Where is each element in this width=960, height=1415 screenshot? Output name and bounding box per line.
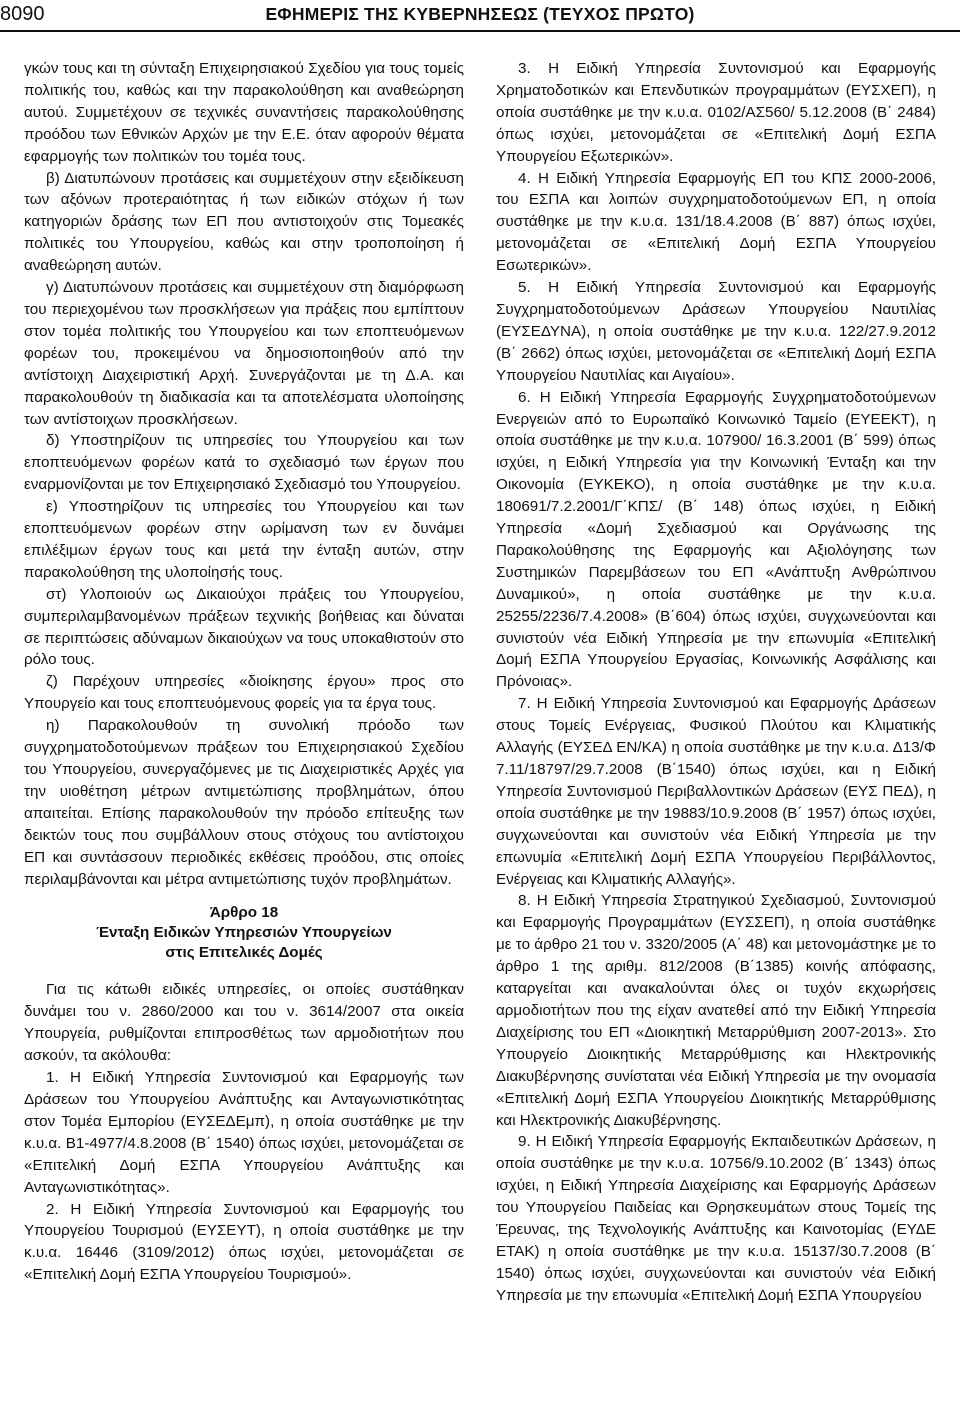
- paragraph-c: γ) Διατυπώνουν προτάσεις και συμμετέχουν στη διαμόρφωση του περιεχομένου των προσκλήσεων για πράξεις που εμπίπτουν στον τομέα πολιτικής του Υπουργείου και των εποπτευόμενων φορέων του, προκειμένου να δημοσιοποιηθούν από την αντίστοιχη Διαχειριστική Αρχή. Συνεργάζονται με τη Δ.Α. και παρακολουθούν τη διαδικασία και τα αποτελέσματα υλοποίησης των αντίστοιχων προσκλήσεων.: [24, 279, 464, 428]
- paragraph-item-7: 7. Η Ειδική Υπηρεσία Συντονισμού και Εφαρμογής Δράσεων στους Τομείς Ενέργειας, Φυσικού Πλούτου και Κλιματικής Αλλαγής (ΕΥΣΕΔ ΕΝ/ΚΑ) η οποία συστάθηκε με την κ.υ.α. Δ13/Φ 7.11/18797/29.7.2008 (Β΄1540) όπως ισχύει, και η Ειδική Υπηρεσία Συντονισμού Περιβαλλοντικών Δράσεων (ΕΥΣ ΠΕΔ), η οποία συστάθηκε με την 19883/10.9.2008 (Β΄ 1957) όπως ισχύει, συγχωνεύονται και συνιστούν νέα Ειδική Υπηρεσία με την επωνυμία «Επιτελική Δομή ΕΣΠΑ Υπουργείου Περιβάλλοντος, Ενέργειας και Κλιματικής Αλλαγής».: [496, 695, 936, 888]
- paragraph-d: δ) Υποστηρίζουν τις υπηρεσίες του Υπουργείου και των εποπτευόμενων φορέων κατά το σχεδιασμό των έργων που εναρμονίζονται με τον Επιχειρησιακό Σχεδιασμό του Υπουργείου.: [24, 432, 464, 494]
- paragraph-b: β) Διατυπώνουν προτάσεις και συμμετέχουν στην εξειδίκευση των αξόνων προτεραιότητας ή των ειδικών στόχων ή των κατηγοριών δράσης των ΕΠ που αντιστοιχούν στις Τομεακές πολιτικές του Υπουργείου, καθώς και στην τροποποίηση ή αναθεώρηση αυτών.: [24, 169, 464, 275]
- paragraph-intro: γκών τους και τη σύνταξη Επιχειρησιακού Σχεδίου για τους τομείς πολιτικής του, καθώς και την παρακολούθηση και αναθεώρηση αυτού. Συμμετέχουν σε τεχνικές συναντήσεις παρακολούθησης προόδου των Εθνικών Αρχών με την Ε.Ε. όταν αφορούν θέματα εφαρμογής των πολιτικών του τομέα τους.: [24, 60, 464, 165]
- paragraph-e: ε) Υποστηρίζουν τις υπηρεσίες του Υπουργείου και των εποπτευόμενων φορέων στην ωρίμανση των εν δυνάμει επιλέξιμων έργων τους και μετά την ένταξη αυτών, στην παρακολούθηση της υλοποίησής τους.: [24, 498, 464, 581]
- article-title-line-2: στις Επιτελικές Δομές: [165, 944, 323, 962]
- page-number: 8090: [0, 3, 45, 25]
- paragraph-item-4: 4. Η Ειδική Υπηρεσία Εφαρμογής ΕΠ του ΚΠΣ 2000-2006, του ΕΣΠΑ και λοιπών συγχρηματοδοτούμενων ΕΠ, η οποία συστάθηκε με την κ.υ.α. 131/18.4.2008 (Β΄ 887) όπως ισχύει, μετονομάζεται σε «Επιτελική Δομή ΕΣΠΑ Υπουργείου Εσωτερικών».: [496, 169, 936, 275]
- article-number: Άρθρο 18: [209, 904, 279, 922]
- paragraph-h: η) Παρακολουθούν τη συνολική πρόοδο των συγχρηματοδοτούμενων πράξεων του Επιχειρησιακού Σχεδίου του Υπουργείου, συνεργαζόμενες με τις Διαχειριστικές Αρχές για την υιοθέτηση μέτρων αντιμετώπισης προβλημάτων, όπου απαιτείται. Επίσης παρακολουθούν την πρόοδο επίτευξης των δεικτών τους που συμβάλλουν στους στόχους του αντίστοιχου ΕΠ και συντάσσουν περιοδικές εκθέσεις προόδου, στις οποίες περιλαμβάνονται και μέτρα αντιμετώπισης τυχόν προβλημάτων.: [24, 717, 464, 888]
- article-title-line-1: Ένταξη Ειδικών Υπηρεσιών Υπουργείων: [96, 924, 392, 942]
- paragraph-item-1: 1. Η Ειδική Υπηρεσία Συντονισμού και Εφαρμογής των Δράσεων του Υπουργείου Ανάπτυξης και Ανταγωνιστικότητας στον Τομέα Εμπορίου (ΕΥΣΕΔΕμπ), η οποία συστάθηκε με την κ.υ.α. Β1-4977/4.8.2008 (Β΄ 1540) όπως ισχύει, μετονομάζεται σε «Επιτελική Δομή ΕΣΠΑ Υπουργείου Ανάπτυξης και Ανταγωνιστικότητας».: [24, 1069, 464, 1196]
- gazette-title: ΕΦΗΜΕΡΙΣ ΤΗΣ ΚΥΒΕΡΝΗΣΕΩΣ (ΤΕΥΧΟΣ ΠΡΩΤΟ): [265, 4, 695, 24]
- paragraph-item-2: 2. Η Ειδική Υπηρεσία Συντονισμού και Εφαρμογής του Υπουργείου Τουρισμού (ΕΥΣΕΥΤ), η οποία συστάθηκε με την κ.υ.α. 16446 (3109/2012) όπως ισχύει, μετονομάζεται σε «Επιτελική Δομή ΕΣΠΑ Υπουργείου Τουρισμού».: [24, 1200, 464, 1284]
- paragraph-item-8: 8. Η Ειδική Υπηρεσία Στρατηγικού Σχεδιασμού, Συντονισμού και Εφαρμογής Προγραμμάτων (ΕΥΣΣΕΠ), η οποία συστάθηκε με το άρθρο 21 του ν. 3320/2005 (Α΄ 48) και μετονομάστηκε με το άρθρο 1 της αριθμ. 812/2008 (Β΄1385) κοινής απόφασης, καταργείται και ανακαλούνται όλες οι τυχόν εκχωρήσεις αρμοδιοτήτων που της είχαν ανατεθεί από την Ειδική Υπηρεσία Διαχείρισης του ΕΠ «Διοικητική Μεταρρύθμιση 2007-2013». Στο Υπουργείο Διοικητικής Μεταρρύθμισης και Ηλεκτρονικής Διακυβέρνησης συνίσταται νέα Ειδική Υπηρεσία με την ονομασία «Επιτελική Δομή ΕΣΠΑ Υπουργείου Διοικητικής Μεταρρύθμισης και Ηλεκτρονικής Διακυβέρνησης.: [496, 892, 936, 1129]
- paragraph-item-5: 5. Η Ειδική Υπηρεσία Συντονισμού και Εφαρμογής Συγχρηματοδοτούμενων Δράσεων Υπουργείου Ναυτιλίας (ΕΥΣΕΔΥΝΑ), η οποία συστάθηκε με την κ.υ.α. 122/27.9.2012 (Β΄ 2662) όπως ισχύει, μετονομάζεται σε «Επιτελική Δομή ΕΣΠΑ Υπουργείου Ναυτιλίας και Αιγαίου».: [496, 279, 936, 384]
- paragraph-item-6: 6. Η Ειδική Υπηρεσία Εφαρμογής Συγχρηματοδοτούμενων Ενεργειών από το Ευρωπαϊκό Κοινωνικό Ταμείο (ΕΥΕΕΚΤ), η οποία συστάθηκε με την κ.υ.α. 107900/ 16.3.2001 (Β΄ 599) όπως ισχύει, η Ειδική Υπηρεσία για την Κοινωνική Ένταξη και την Οικονομία (ΕΥΚΕΚΟ), η οποία συστάθηκε με την κ.υ.α. 180691/7.2.2001/Γ΄ΚΠΣ/ (Β΄ 148) όπως ισχύει, η Ειδική Υπηρεσία «Δομή Σχεδιασμού και Οργάνωσης της Παρακολούθησης της Εφαρμογής και Αξιολόγησης των Συστημικών Παρεμβάσεων του ΕΠ «Ανάπτυξη Ανθρώπινου Δυναμικού», η οποία συστάθηκε με την κ.υ.α. 25255/2236/7.4.2008» (Β΄604) όπως ισχύει, συγχωνεύονται και συνιστούν νέα Ειδική Υπηρεσία με την επωνυμία «Επιτελική Δομή ΕΣΠΑ Υπουργείου Εργασίας, Κοινωνικής Ασφάλισης και Πρόνοιας».: [496, 388, 936, 691]
- right-column: [496, 58, 936, 1413]
- paragraph-z: ζ) Παρέχουν υπηρεσίες «διοίκησης έργου» προς στο Υπουργείο και τους εποπτευόμενους φορείς για τα έργα τους.: [24, 673, 464, 713]
- paragraph-article-intro: Για τις κάτωθι ειδικές υπηρεσίες, οι οποίες συστάθηκαν δυνάμει του ν. 2860/2000 και του ν. 3614/2007 στα οικεία Υπουργεία, ρυθμίζονται επιπροσθέτως των αρμοδιοτήτων που ασκούν, τα ακόλουθα:: [24, 981, 464, 1065]
- paragraph-item-9: 9. Η Ειδική Υπηρεσία Εφαρμογής Εκπαιδευτικών Δράσεων, η οποία συστάθηκε με την κ.υ.α. 10756/9.10.2002 (Β΄ 1343) όπως ισχύει, η Ειδική Υπηρεσία Διαχείρισης και Εφαρμογής Δράσεων του Υπουργείου Παιδείας και Θρησκευμάτων στους Τομείς της Έρευνας, της Τεχνολογικής Ανάπτυξης και Καινοτομίας (ΕΥΔΕ ΕΤΑΚ) η οποία συστάθηκε με την κ.υ.α. 15137/30.7.2008 (Β΄ 1540) όπως ισχύει, συγχωνεύονται και συνιστούν νέα Ειδική Υπηρεσία με την επωνυμία «Επιτελική Δομή ΕΣΠΑ Υπουργείου: [496, 1133, 936, 1304]
- paragraph-item-3: 3. Η Ειδική Υπηρεσία Συντονισμού και Εφαρμογής Χρηματοδοτικών και Επενδυτικών προγραμμάτων (ΕΥΣΧΕΠ), η οποία συστάθηκε με την κ.υ.α. 0102/ΑΣ560/ 5.12.2008 (Β΄ 2484) όπως ισχύει, μετονομάζεται σε «Επιτελική Δομή ΕΣΠΑ Υπουργείου Εξωτερικών».: [496, 60, 936, 165]
- page-header: [0, 0, 960, 32]
- article-heading: [24, 903, 464, 963]
- paragraph-st: στ) Υλοποιούν ως Δικαιούχοι πράξεις του Υπουργείου, συμπεριλαμβανομένων πράξεων τεχνικής βοήθειας και δύναται σε περιπτώσεις αδύναμων δικαιούχων να τους υποκαθιστούν στο ρόλο τους.: [24, 585, 464, 669]
- left-column: [24, 58, 464, 1413]
